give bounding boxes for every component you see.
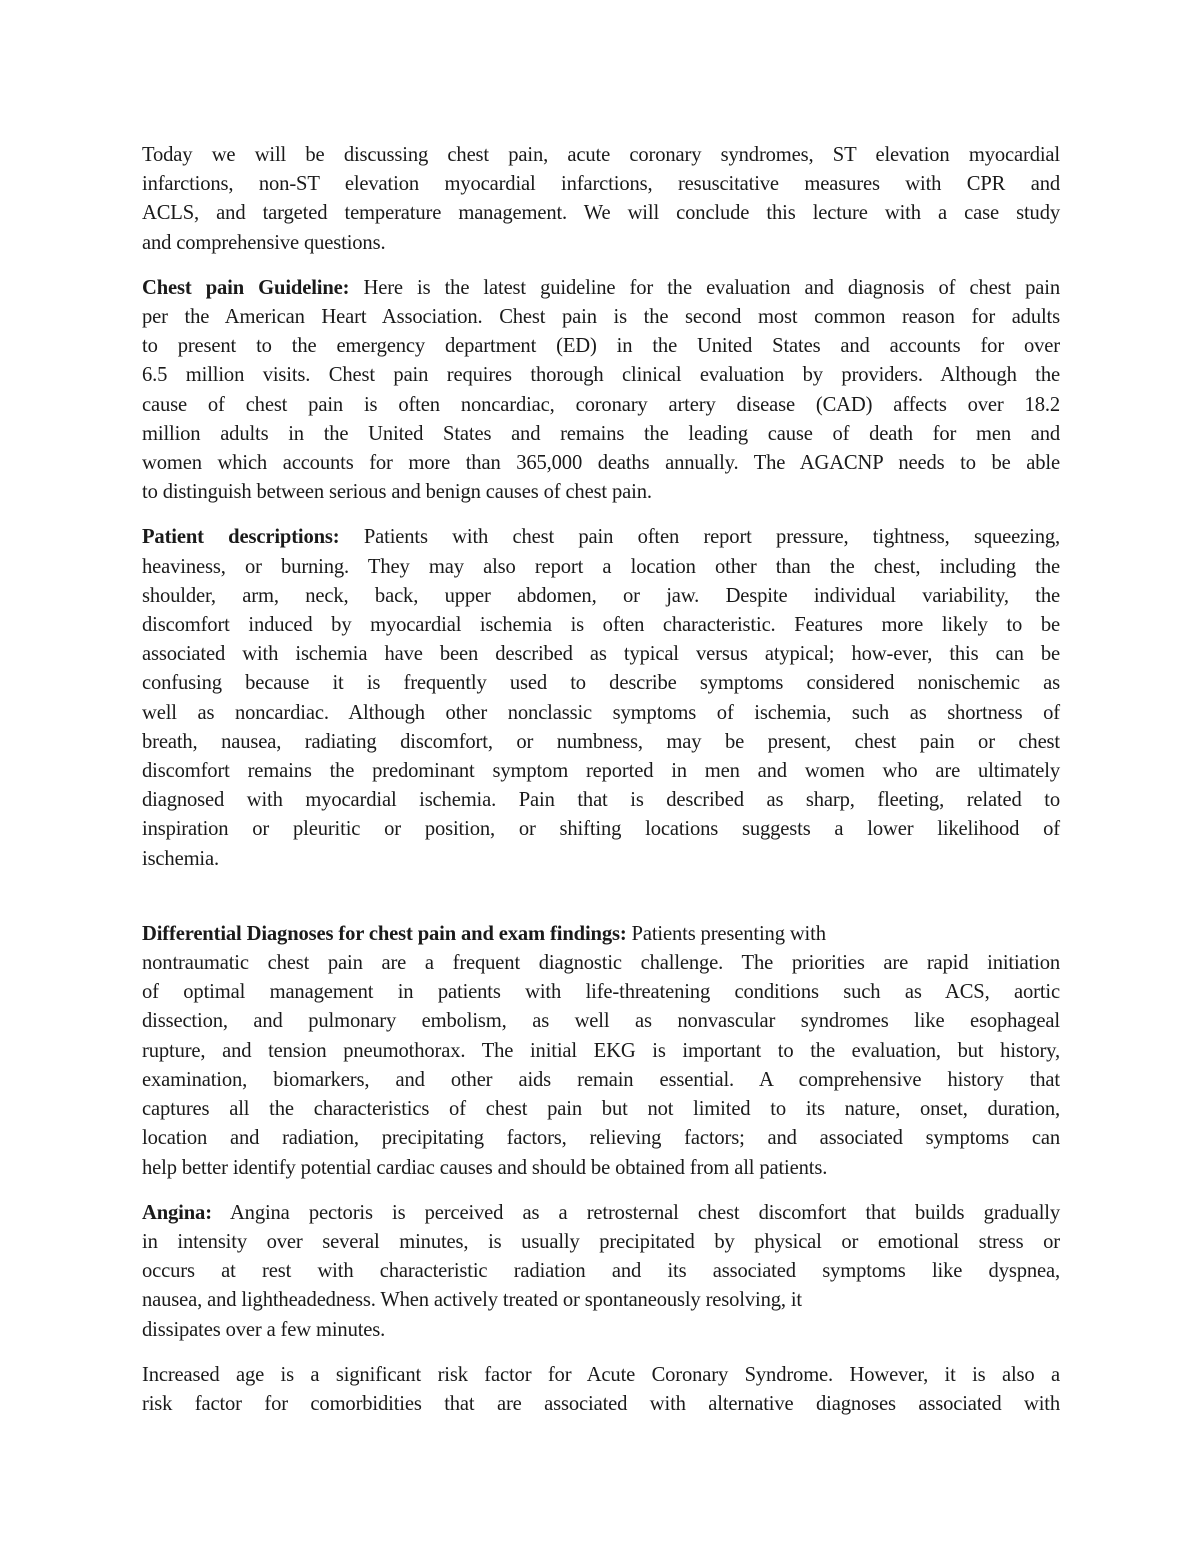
text-line: infarctions, non-ST elevation myocardial infarctions, resuscitative measures with CPR and xyxy=(142,173,1060,196)
text-line: discomfort remains the predominant symptom reported in men and women who are ultimately xyxy=(142,760,1060,783)
section-heading: Patient descriptions: xyxy=(142,526,340,549)
section-heading: Chest pain Guideline: xyxy=(142,276,350,299)
text-line: captures all the characteristics of chest pain but not limited to its nature, onset, duration, xyxy=(142,1098,1060,1121)
text-line: breath, nausea, radiating discomfort, or numbness, may be present, chest pain or chest xyxy=(142,730,1060,753)
text-line: of optimal management in patients with life-threatening conditions such as ACS, aortic xyxy=(142,981,1060,1004)
text-line: ischemia. xyxy=(142,847,219,870)
text-line: to present to the emergency department (ED) in the United States and accounts for over xyxy=(142,335,1060,358)
text-line: dissection, and pulmonary embolism, as well as nonvascular syndromes like esophageal xyxy=(142,1010,1060,1033)
text-line: Today we will be discussing chest pain, acute coronary syndromes, ST elevation myocardial xyxy=(142,144,1060,166)
age-risk-paragraph xyxy=(142,1361,1060,1419)
section-heading: Angina: xyxy=(142,1201,212,1224)
document-page xyxy=(142,141,1060,1419)
text-line: 6.5 million visits. Chest pain requires thorough clinical evaluation by providers. Although the xyxy=(142,364,1060,387)
angina-paragraph xyxy=(142,1199,1060,1345)
text-line: and comprehensive questions. xyxy=(142,231,386,254)
text-line: to distinguish between serious and benign causes of chest pain. xyxy=(142,481,652,504)
section-heading: Differential Diagnoses for chest pain and exam findings: xyxy=(142,922,627,945)
intro-paragraph xyxy=(142,141,1060,258)
text-line: Patient descriptions: Patients with chest pain often report pressure, tightness, squeezing, xyxy=(142,526,1060,549)
text-line: shoulder, arm, neck, back, upper abdomen, or jaw. Despite individual variability, the xyxy=(142,584,1060,607)
text-line: nausea, and lightheadedness. When actively treated or spontaneously resolving, it xyxy=(142,1289,803,1312)
text-line: heaviness, or burning. They may also report a location other than the chest, including the xyxy=(142,555,1060,578)
text-line: ACLS, and targeted temperature management. We will conclude this lecture with a case study xyxy=(142,202,1060,225)
text-line: confusing because it is frequently used to describe symptoms considered nonischemic as xyxy=(142,672,1060,695)
text-line: in intensity over several minutes, is usually precipitated by physical or emotional stress or xyxy=(142,1230,1060,1253)
text-line: diagnosed with myocardial ischemia. Pain that is described as sharp, fleeting, related to xyxy=(142,789,1060,812)
text-line: help better identify potential cardiac causes and should be obtained from all patients. xyxy=(142,1156,828,1179)
differential-diagnoses-paragraph xyxy=(142,920,1060,1183)
chest-pain-guideline-paragraph xyxy=(142,274,1060,508)
patient-descriptions-paragraph xyxy=(142,523,1060,873)
text-line: occurs at rest with characteristic radiation and its associated symptoms like dyspnea, xyxy=(142,1260,1060,1283)
text-line: Increased age is a significant risk factor for Acute Coronary Syndrome. However, it is also a xyxy=(142,1363,1060,1386)
text-line: Differential Diagnoses for chest pain and exam findings: Patients presenting with xyxy=(142,922,826,945)
text-line: per the American Heart Association. Chest pain is the second most common reason for adults xyxy=(142,306,1060,329)
text-line: discomfort induced by myocardial ischemia is often characteristic. Features more likely to be xyxy=(142,614,1060,637)
text-line: nontraumatic chest pain are a frequent diagnostic challenge. The priorities are rapid initiation xyxy=(142,952,1060,975)
text-line: inspiration or pleuritic or position, or shifting locations suggests a lower likelihood of xyxy=(142,818,1060,841)
text-line: associated with ischemia have been described as typical versus atypical; how-ever, this can be xyxy=(142,643,1060,666)
text-line: women which accounts for more than 365,000 deaths annually. The AGACNP needs to be able xyxy=(142,452,1060,475)
text-line: Chest pain Guideline: Here is the latest guideline for the evaluation and diagnosis of chest pain xyxy=(142,276,1060,299)
text-line: location and radiation, precipitating factors, relieving factors; and associated symptoms can xyxy=(142,1127,1060,1150)
text-line: rupture, and tension pneumothorax. The initial EKG is important to the evaluation, but history, xyxy=(142,1039,1060,1062)
text-line: examination, biomarkers, and other aids remain essential. A comprehensive history that xyxy=(142,1068,1060,1091)
text-line: Angina: Angina pectoris is perceived as a retrosternal chest discomfort that builds gradually xyxy=(142,1201,1060,1224)
text-line: risk factor for comorbidities that are associated with alternative diagnoses associated with xyxy=(142,1392,1060,1415)
text-line: dissipates over a few minutes. xyxy=(142,1318,386,1341)
text-line: well as noncardiac. Although other nonclassic symptoms of ischemia, such as shortness of xyxy=(142,701,1060,724)
text-line: million adults in the United States and remains the leading cause of death for men and xyxy=(142,422,1060,445)
text-line: cause of chest pain is often noncardiac, coronary artery disease (CAD) affects over 18.2 xyxy=(142,393,1060,416)
